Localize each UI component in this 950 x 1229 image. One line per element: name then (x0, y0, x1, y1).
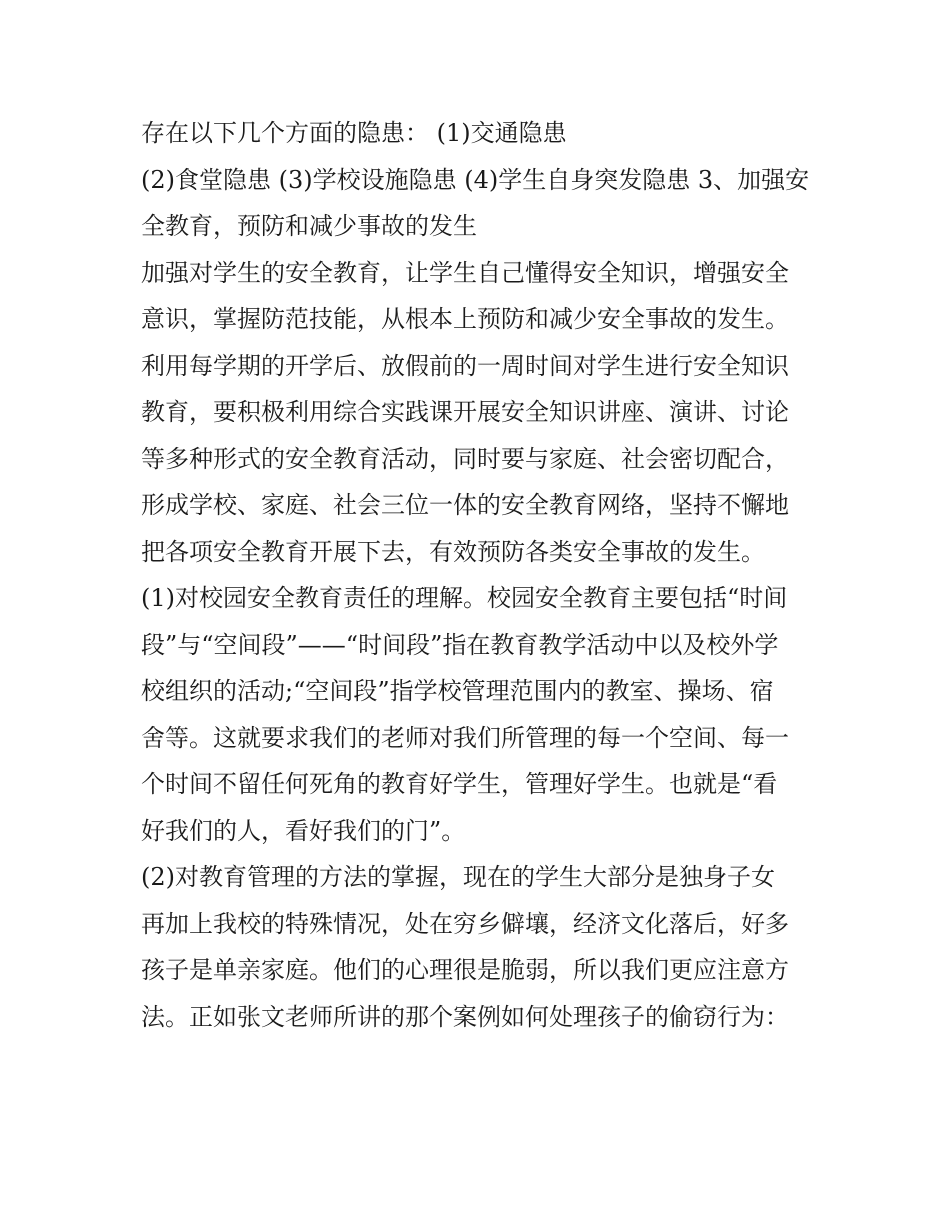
body-text (141, 110, 821, 1040)
text-line: 孩子是单亲家庭。他们的心理很是脆弱，所以我们更应注意方 (141, 956, 789, 984)
text-line: 段”与“空间段”——“时间段”指在教育教学活动中以及校外学 (141, 630, 779, 659)
text-line: 等多种形式的安全教育活动，同时要与家庭、社会密切配合， (141, 444, 789, 473)
text-line: (2)食堂隐患 (3)学校设施隐患 (4)学生自身突发隐患 3、加强安 (141, 165, 810, 194)
text-line: 把各项安全教育开展下去，有效预防各类安全事故的发生。 (141, 537, 765, 566)
text-line: 存在以下几个方面的隐患： (1)交通隐患 (141, 119, 567, 147)
text-line: 校组织的活动;“空间段”指学校管理范围内的教室、操场、宿 (141, 677, 774, 705)
text-line: (1)对校园安全教育责任的理解。校园安全教育主要包括“时间 (141, 584, 788, 612)
text-line: 好我们的人，看好我们的门”。 (141, 816, 466, 845)
text-line: 加强对学生的安全教育，让学生自己懂得安全知识，增强安全 (141, 258, 789, 287)
text-line: (2)对教育管理的方法的掌握，现在的学生大部分是独身子女 (141, 863, 775, 891)
text-line: 再加上我校的特殊情况，处在穷乡僻壤，经济文化落后，好多 (141, 909, 789, 938)
text-line: 个时间不留任何死角的教育好学生，管理好学生。也就是“看 (141, 770, 778, 798)
text-line: 舍等。这就要求我们的老师对我们所管理的每一个空间、每一 (141, 723, 789, 752)
text-line: 利用每学期的开学后、放假前的一周时间对学生进行安全知识 (141, 351, 789, 380)
text-line: 教育，要积极利用综合实践课开展安全知识讲座、演讲、讨论 (141, 398, 789, 426)
text-line: 意识，掌握防范技能，从根本上预防和减少安全事故的发生。 (141, 305, 789, 333)
text-line: 法。正如张文老师所讲的那个案例如何处理孩子的偷窃行为： (141, 1002, 789, 1031)
text-line: 形成学校、家庭、社会三位一体的安全教育网络，坚持不懈地 (141, 491, 789, 519)
text-line: 全教育，预防和减少事故的发生 (141, 212, 477, 240)
